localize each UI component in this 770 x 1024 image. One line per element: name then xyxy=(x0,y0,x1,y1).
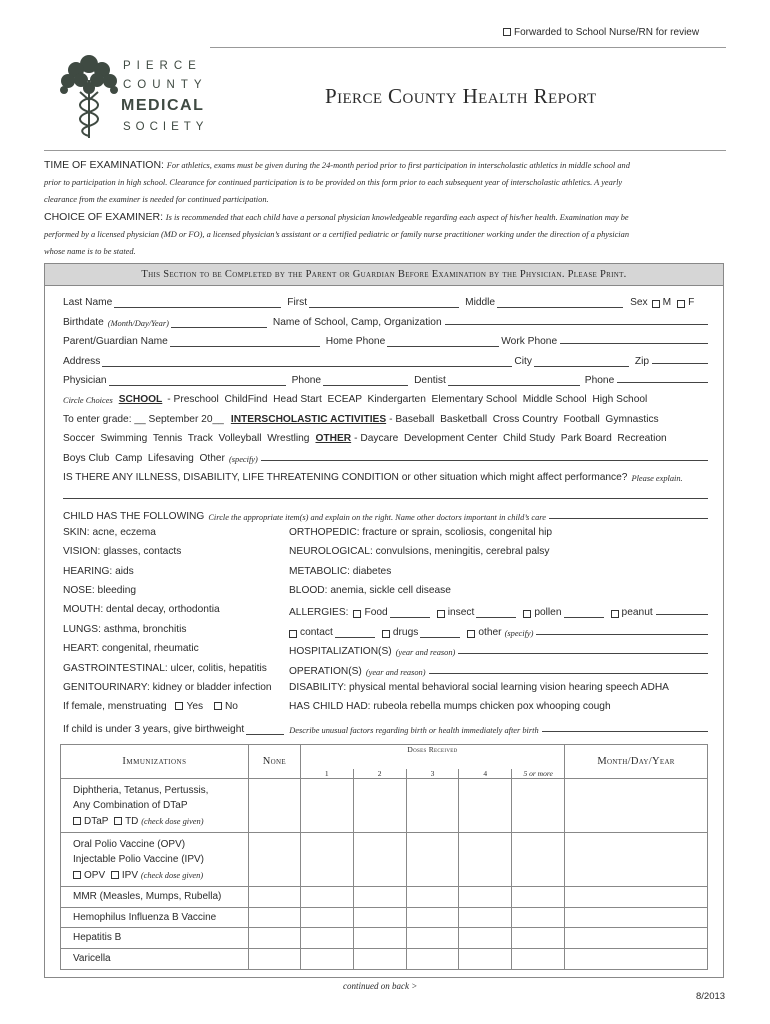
home-phone-field[interactable] xyxy=(387,337,499,347)
ipv-label: IPV xyxy=(121,869,139,881)
polio-hint: (check dose given) xyxy=(140,870,204,880)
cell-dose-1[interactable] xyxy=(300,778,353,832)
row-name xyxy=(63,294,708,308)
cell-dose-3[interactable] xyxy=(406,927,459,948)
disability-row[interactable]: DISABILITY: physical mental behavioral social learning vision hearing speech ADHA xyxy=(289,682,669,693)
row-illness xyxy=(63,469,708,483)
cell-date[interactable] xyxy=(565,948,708,969)
city-field[interactable] xyxy=(534,357,629,367)
boys-club-specify: (specify) xyxy=(228,455,258,464)
cell-dose-1[interactable] xyxy=(300,832,353,886)
hospitalization-field[interactable] xyxy=(458,644,708,654)
cell-dose-3[interactable] xyxy=(406,778,459,832)
condition-mouth[interactable]: MOUTH: dental decay, orthodontia xyxy=(63,604,220,615)
imm-col-label: Immunizations xyxy=(122,755,187,767)
form-date: 8/2013 xyxy=(696,991,726,1002)
allergy-food-label: Food xyxy=(364,607,388,618)
conditions-note: Circle the appropriate item(s) and explain on the right. Name other doctors important in child’s care xyxy=(208,513,546,522)
dose-1-header: 1 xyxy=(300,769,353,779)
continued-on-back: continued on back > xyxy=(343,981,418,991)
doses-header xyxy=(300,745,564,769)
birthweight-label: If child is under 3 years, give birthweight xyxy=(63,724,245,735)
row-parent xyxy=(63,333,708,347)
work-phone-label: Work Phone xyxy=(501,336,558,347)
operation-field[interactable] xyxy=(429,664,708,674)
row-conditions-header xyxy=(63,508,708,522)
middle-name-label: Middle xyxy=(465,297,496,308)
interscholastic-options[interactable]: - Baseball Basketball Cross Country Football Gymnastics xyxy=(389,414,659,425)
allergies-row-2 xyxy=(289,624,708,638)
dtap-hint: (check dose given) xyxy=(141,816,204,826)
cell-none[interactable] xyxy=(248,907,300,927)
ipv-checkbox[interactable] xyxy=(111,871,119,879)
logo-line-4: SOCIETY xyxy=(123,121,209,133)
condition-skin[interactable]: SKIN: acne, eczema xyxy=(63,527,156,538)
boys-club-other-field[interactable] xyxy=(261,451,708,461)
varicella-label: Varicella xyxy=(61,948,249,969)
cell-dose-4[interactable] xyxy=(459,886,512,907)
tree-caduceus-icon xyxy=(55,50,123,142)
last-name-field[interactable] xyxy=(114,298,281,308)
zip-label: Zip xyxy=(634,356,650,367)
forwarded-to-nurse-checkbox-row[interactable] xyxy=(503,27,699,38)
logo-line-1: PIERCE xyxy=(123,60,202,72)
mmr-label: MMR (Measles, Mumps, Rubella) xyxy=(61,886,249,907)
condition-hearing[interactable]: HEARING: aids xyxy=(63,566,134,577)
cell-dose-5[interactable] xyxy=(512,886,565,907)
hepb-label: Hepatitis B xyxy=(61,927,249,948)
allergy-peanut-checkbox[interactable] xyxy=(611,610,619,618)
interscholastic-heading: INTERSCHOLASTIC ACTIVITIES xyxy=(230,414,387,425)
cell-dose-3[interactable] xyxy=(406,832,459,886)
cell-dose-3[interactable] xyxy=(406,886,459,907)
cell-dose-4[interactable] xyxy=(459,778,512,832)
condition-gastro[interactable]: GASTROINTESTINAL: ulcer, colitis, hepatitis xyxy=(63,663,267,674)
cell-date[interactable] xyxy=(565,778,708,832)
dose-4-header: 4 xyxy=(459,769,512,779)
row-birthweight xyxy=(63,721,708,735)
condition-genito[interactable]: GENITOURINARY: kidney or bladder infection xyxy=(63,682,272,693)
allergy-food-checkbox[interactable] xyxy=(353,610,361,618)
row-boys-club xyxy=(63,450,708,464)
cell-none[interactable] xyxy=(248,886,300,907)
row-sports xyxy=(63,430,708,444)
polio-line-1: Oral Polio Vaccine (OPV) xyxy=(73,838,186,850)
date-col-label: Month/Day/Year xyxy=(597,755,675,767)
row-birthdate xyxy=(63,314,708,328)
hib-label: Hemophilus Influenza B Vaccine xyxy=(61,907,249,927)
choice-line-2: performed by a licensed physician (MD or FO), a licensed physician’s assistant or a certified pediatric or family nurse practitioner working under the direction of a physician xyxy=(44,230,630,239)
none-col-header xyxy=(248,745,300,779)
other-heading: OTHER xyxy=(315,433,352,444)
allergy-insect-label: insect xyxy=(447,607,475,618)
opv-label: OPV xyxy=(84,869,106,881)
allergy-other-specify: (specify) xyxy=(504,629,534,638)
birthdate-label: Birthdate xyxy=(63,317,104,328)
header-rule xyxy=(44,150,726,151)
forwarded-checkbox[interactable] xyxy=(503,28,511,36)
cell-dose-4[interactable] xyxy=(459,927,512,948)
boys-club-options[interactable]: Boys Club Camp Lifesaving Other xyxy=(63,453,225,464)
cell-dose-2[interactable] xyxy=(353,778,406,832)
illness-explain: Please explain. xyxy=(631,474,683,483)
physician-field[interactable] xyxy=(109,376,286,386)
cell-dose-1[interactable] xyxy=(300,948,353,969)
imm-row-varicella xyxy=(61,948,708,969)
dtap-checkbox[interactable] xyxy=(73,817,81,825)
dose-5-header: 5 or more xyxy=(512,769,565,779)
logo-line-2: COUNTY xyxy=(123,79,208,91)
allergy-insect-field[interactable] xyxy=(476,608,516,618)
other-options[interactable]: - Daycare Development Center Child Study Park Board Recreation xyxy=(354,433,667,444)
choice-of-examiner-block xyxy=(44,209,728,260)
sex-m-label: M xyxy=(662,297,672,308)
cell-dose-5[interactable] xyxy=(512,907,565,927)
illness-question: IS THERE ANY ILLNESS, DISABILITY, LIFE THREATENING CONDITION or other situation which might affect performance? xyxy=(63,472,628,483)
menstruating-yes-checkbox[interactable] xyxy=(175,702,183,710)
time-of-exam-line-2: prior to participation in high school. Clearance for continued participation is to be provided on this form prior to each subsequent year of interscholastic athletics. A yearly xyxy=(44,178,623,187)
circle-choices-label: Circle Choices xyxy=(63,396,113,405)
address-field[interactable] xyxy=(102,357,512,367)
cell-dose-1[interactable] xyxy=(300,907,353,927)
opv-checkbox[interactable] xyxy=(73,871,81,879)
td-checkbox[interactable] xyxy=(114,817,122,825)
allergy-drugs-label: drugs xyxy=(392,627,419,638)
allergy-contact-label: contact xyxy=(300,627,333,638)
other-doctors-field[interactable] xyxy=(549,509,708,519)
top-rule xyxy=(210,47,726,48)
last-name-label: Last Name xyxy=(63,297,113,308)
imm-row-dtap xyxy=(61,778,708,832)
first-name-field[interactable] xyxy=(309,298,459,308)
cell-date[interactable] xyxy=(565,886,708,907)
condition-metabolic[interactable]: METABOLIC: diabetes xyxy=(289,566,392,577)
time-of-exam-label: TIME OF EXAMINATION: xyxy=(44,159,164,171)
hospitalization-label: HOSPITALIZATION(S) xyxy=(289,646,392,657)
time-of-exam-line-1: For athletics, exams must be given during the 24-month period prior to first participation in interscholastic athletics in middle school and xyxy=(166,161,630,170)
cell-dose-4[interactable] xyxy=(459,948,512,969)
cell-none[interactable] xyxy=(248,832,300,886)
cell-none[interactable] xyxy=(248,948,300,969)
allergy-pollen-checkbox[interactable] xyxy=(523,610,531,618)
allergy-drugs-checkbox[interactable] xyxy=(382,630,390,638)
middle-name-field[interactable] xyxy=(497,298,623,308)
cell-date[interactable] xyxy=(565,907,708,927)
parent-section-header xyxy=(45,264,723,286)
sex-f-checkbox[interactable] xyxy=(677,300,685,308)
zip-field[interactable] xyxy=(652,354,708,364)
hospitalization-row xyxy=(289,643,708,657)
school-heading: SCHOOL xyxy=(118,394,163,405)
row-address xyxy=(63,353,708,367)
dentist-label: Dentist xyxy=(414,375,446,386)
imm-row-label xyxy=(61,832,249,886)
condition-heart[interactable]: HEART: congenital, rheumatic xyxy=(63,643,199,654)
parent-section-header-text: This Section to be Completed by the Parent or Guardian Before Examination by the Physician. Please Print. xyxy=(141,269,627,280)
choice-line-3: whose name is to be stated. xyxy=(44,247,136,256)
cell-dose-4[interactable] xyxy=(459,832,512,886)
condition-vision[interactable]: VISION: glasses, contacts xyxy=(63,546,182,557)
allergy-insect-checkbox[interactable] xyxy=(437,610,445,618)
allergy-peanut-label: peanut xyxy=(621,607,653,618)
condition-ortho[interactable]: ORTHOPEDIC: fracture or sprain, scoliosis, congenital hip xyxy=(289,527,553,538)
birth-factors-hint: Describe unusual factors regarding birth or health immediately after birth xyxy=(289,726,539,735)
female-label: If female, menstruating xyxy=(63,701,167,712)
cell-date[interactable] xyxy=(565,927,708,948)
cell-dose-1[interactable] xyxy=(300,886,353,907)
date-col-header xyxy=(565,745,708,779)
dentist-field[interactable] xyxy=(448,376,580,386)
allergies-row xyxy=(289,604,708,618)
dentist-phone-label: Phone xyxy=(584,375,615,386)
birthweight-field[interactable] xyxy=(246,725,284,735)
operation-hint: (year and reason) xyxy=(365,668,426,677)
sports-options[interactable]: Soccer Swimming Tennis Track Volleyball Wrestling xyxy=(63,433,310,444)
menstruating-yes-label: Yes xyxy=(186,701,204,712)
first-name-label: First xyxy=(287,297,308,308)
cell-dose-2[interactable] xyxy=(353,948,406,969)
allergy-other-checkbox[interactable] xyxy=(467,630,475,638)
choice-line-1: Is is recommended that each child have a personal physician knowledgeable regarding each aspect of his/her health. Examination may be xyxy=(165,213,629,222)
polio-line-2: Injectable Polio Vaccine (IPV) xyxy=(73,854,204,865)
cell-dose-2[interactable] xyxy=(353,886,406,907)
conditions-header: CHILD HAS THE FOLLOWING xyxy=(63,511,205,522)
home-phone-label: Home Phone xyxy=(325,336,386,347)
logo-line-3: MEDICAL xyxy=(121,97,205,114)
allergy-contact-checkbox[interactable] xyxy=(289,630,297,638)
cell-none[interactable] xyxy=(248,927,300,948)
imm-col-header xyxy=(61,745,249,779)
cell-dose-2[interactable] xyxy=(353,927,406,948)
dtap-label: DTaP xyxy=(84,815,109,827)
imm-row-polio xyxy=(61,832,708,886)
allergy-contact-field[interactable] xyxy=(335,628,375,638)
cell-dose-1[interactable] xyxy=(300,927,353,948)
sex-f-label: F xyxy=(688,297,695,308)
dtap-line-2: Any Combination of DTaP xyxy=(73,800,188,811)
dentist-phone-field[interactable] xyxy=(617,373,708,383)
sex-m-checkbox[interactable] xyxy=(652,300,660,308)
menstruating-no-label: No xyxy=(224,701,238,712)
parent-name-field[interactable] xyxy=(170,337,320,347)
forwarded-label: Forwarded to School Nurse/RN for review xyxy=(514,27,700,38)
dtap-line-1: Diphtheria, Tetanus, Pertussis, xyxy=(73,784,209,796)
hospitalization-hint: (year and reason) xyxy=(395,648,456,657)
menstruating-no-checkbox[interactable] xyxy=(214,702,222,710)
has-child-had-row[interactable]: HAS CHILD HAD: rubeola rebella mumps chicken pox whooping cough xyxy=(289,701,611,712)
time-of-exam-block xyxy=(44,157,728,208)
parent-name-label: Parent/Guardian Name xyxy=(63,336,168,347)
imm-header-row xyxy=(61,745,708,769)
logo xyxy=(55,50,225,142)
birth-factors-field[interactable] xyxy=(542,722,708,732)
city-label: City xyxy=(514,356,532,367)
allergy-other-label: other xyxy=(478,627,502,638)
imm-row-hib xyxy=(61,907,708,927)
physician-phone-label: Phone xyxy=(291,375,322,386)
imm-row-label xyxy=(61,778,249,832)
school-options[interactable]: - Preschool ChildFind Head Start ECEAP Kindergarten Elementary School Middle School High School xyxy=(167,394,648,405)
cell-dose-2[interactable] xyxy=(353,907,406,927)
illness-answer-line[interactable] xyxy=(63,498,708,499)
condition-blood[interactable]: BLOOD: anemia, sickle cell disease xyxy=(289,585,451,596)
row-physician xyxy=(63,372,708,386)
condition-neuro[interactable]: NEUROLOGICAL: convulsions, meningitis, cerebral palsy xyxy=(289,546,550,557)
operation-label: OPERATION(S) xyxy=(289,666,362,677)
birthdate-hint: (Month/Day/Year) xyxy=(107,319,169,328)
allergies-label: ALLERGIES: xyxy=(289,607,349,618)
cell-dose-5[interactable] xyxy=(512,927,565,948)
cell-dose-4[interactable] xyxy=(459,907,512,927)
choice-of-examiner-label: CHOICE OF EXAMINER: xyxy=(44,211,164,223)
imm-row-mmr xyxy=(61,886,708,907)
cell-date[interactable] xyxy=(565,832,708,886)
allergy-drugs-field[interactable] xyxy=(420,628,460,638)
female-row xyxy=(63,701,238,712)
address-label: Address xyxy=(63,356,101,367)
time-of-exam-line-3: clearance from the examiner is needed for continued participation. xyxy=(44,195,269,204)
physician-label: Physician xyxy=(63,375,107,386)
dose-3-header: 3 xyxy=(406,769,459,779)
cell-dose-2[interactable] xyxy=(353,832,406,886)
cell-dose-5[interactable] xyxy=(512,948,565,969)
condition-lungs[interactable]: LUNGS: asthma, bronchitis xyxy=(63,624,187,635)
cell-dose-5[interactable] xyxy=(512,778,565,832)
cell-dose-3[interactable] xyxy=(406,948,459,969)
condition-nose[interactable]: NOSE: bleeding xyxy=(63,585,137,596)
imm-row-hepb xyxy=(61,927,708,948)
work-phone-field[interactable] xyxy=(560,334,708,344)
allergy-peanut-field[interactable] xyxy=(656,605,708,615)
allergy-other-field[interactable] xyxy=(536,625,708,635)
none-col-label: None xyxy=(262,755,286,767)
row-enter-grade xyxy=(63,411,708,425)
birthdate-field[interactable] xyxy=(171,318,267,328)
school-name-label: Name of School, Camp, Organization xyxy=(272,317,442,328)
doses-label: Doses Received xyxy=(407,745,458,754)
physician-phone-field[interactable] xyxy=(323,376,408,386)
allergy-pollen-field[interactable] xyxy=(564,608,604,618)
sex-label: Sex xyxy=(630,297,648,308)
row-school-choices xyxy=(63,391,708,405)
dose-2-header: 2 xyxy=(353,769,406,779)
school-name-field[interactable] xyxy=(445,315,708,325)
enter-grade-text: To enter grade: __ September 20__ xyxy=(63,414,224,425)
page-title: Pierce County Health Report xyxy=(325,84,597,108)
cell-none[interactable] xyxy=(248,778,300,832)
immunizations-table xyxy=(60,744,708,970)
cell-dose-3[interactable] xyxy=(406,907,459,927)
td-label: TD xyxy=(125,815,139,827)
operation-row xyxy=(289,663,708,677)
allergy-pollen-label: pollen xyxy=(534,607,562,618)
cell-dose-5[interactable] xyxy=(512,832,565,886)
allergy-food-field[interactable] xyxy=(390,608,430,618)
